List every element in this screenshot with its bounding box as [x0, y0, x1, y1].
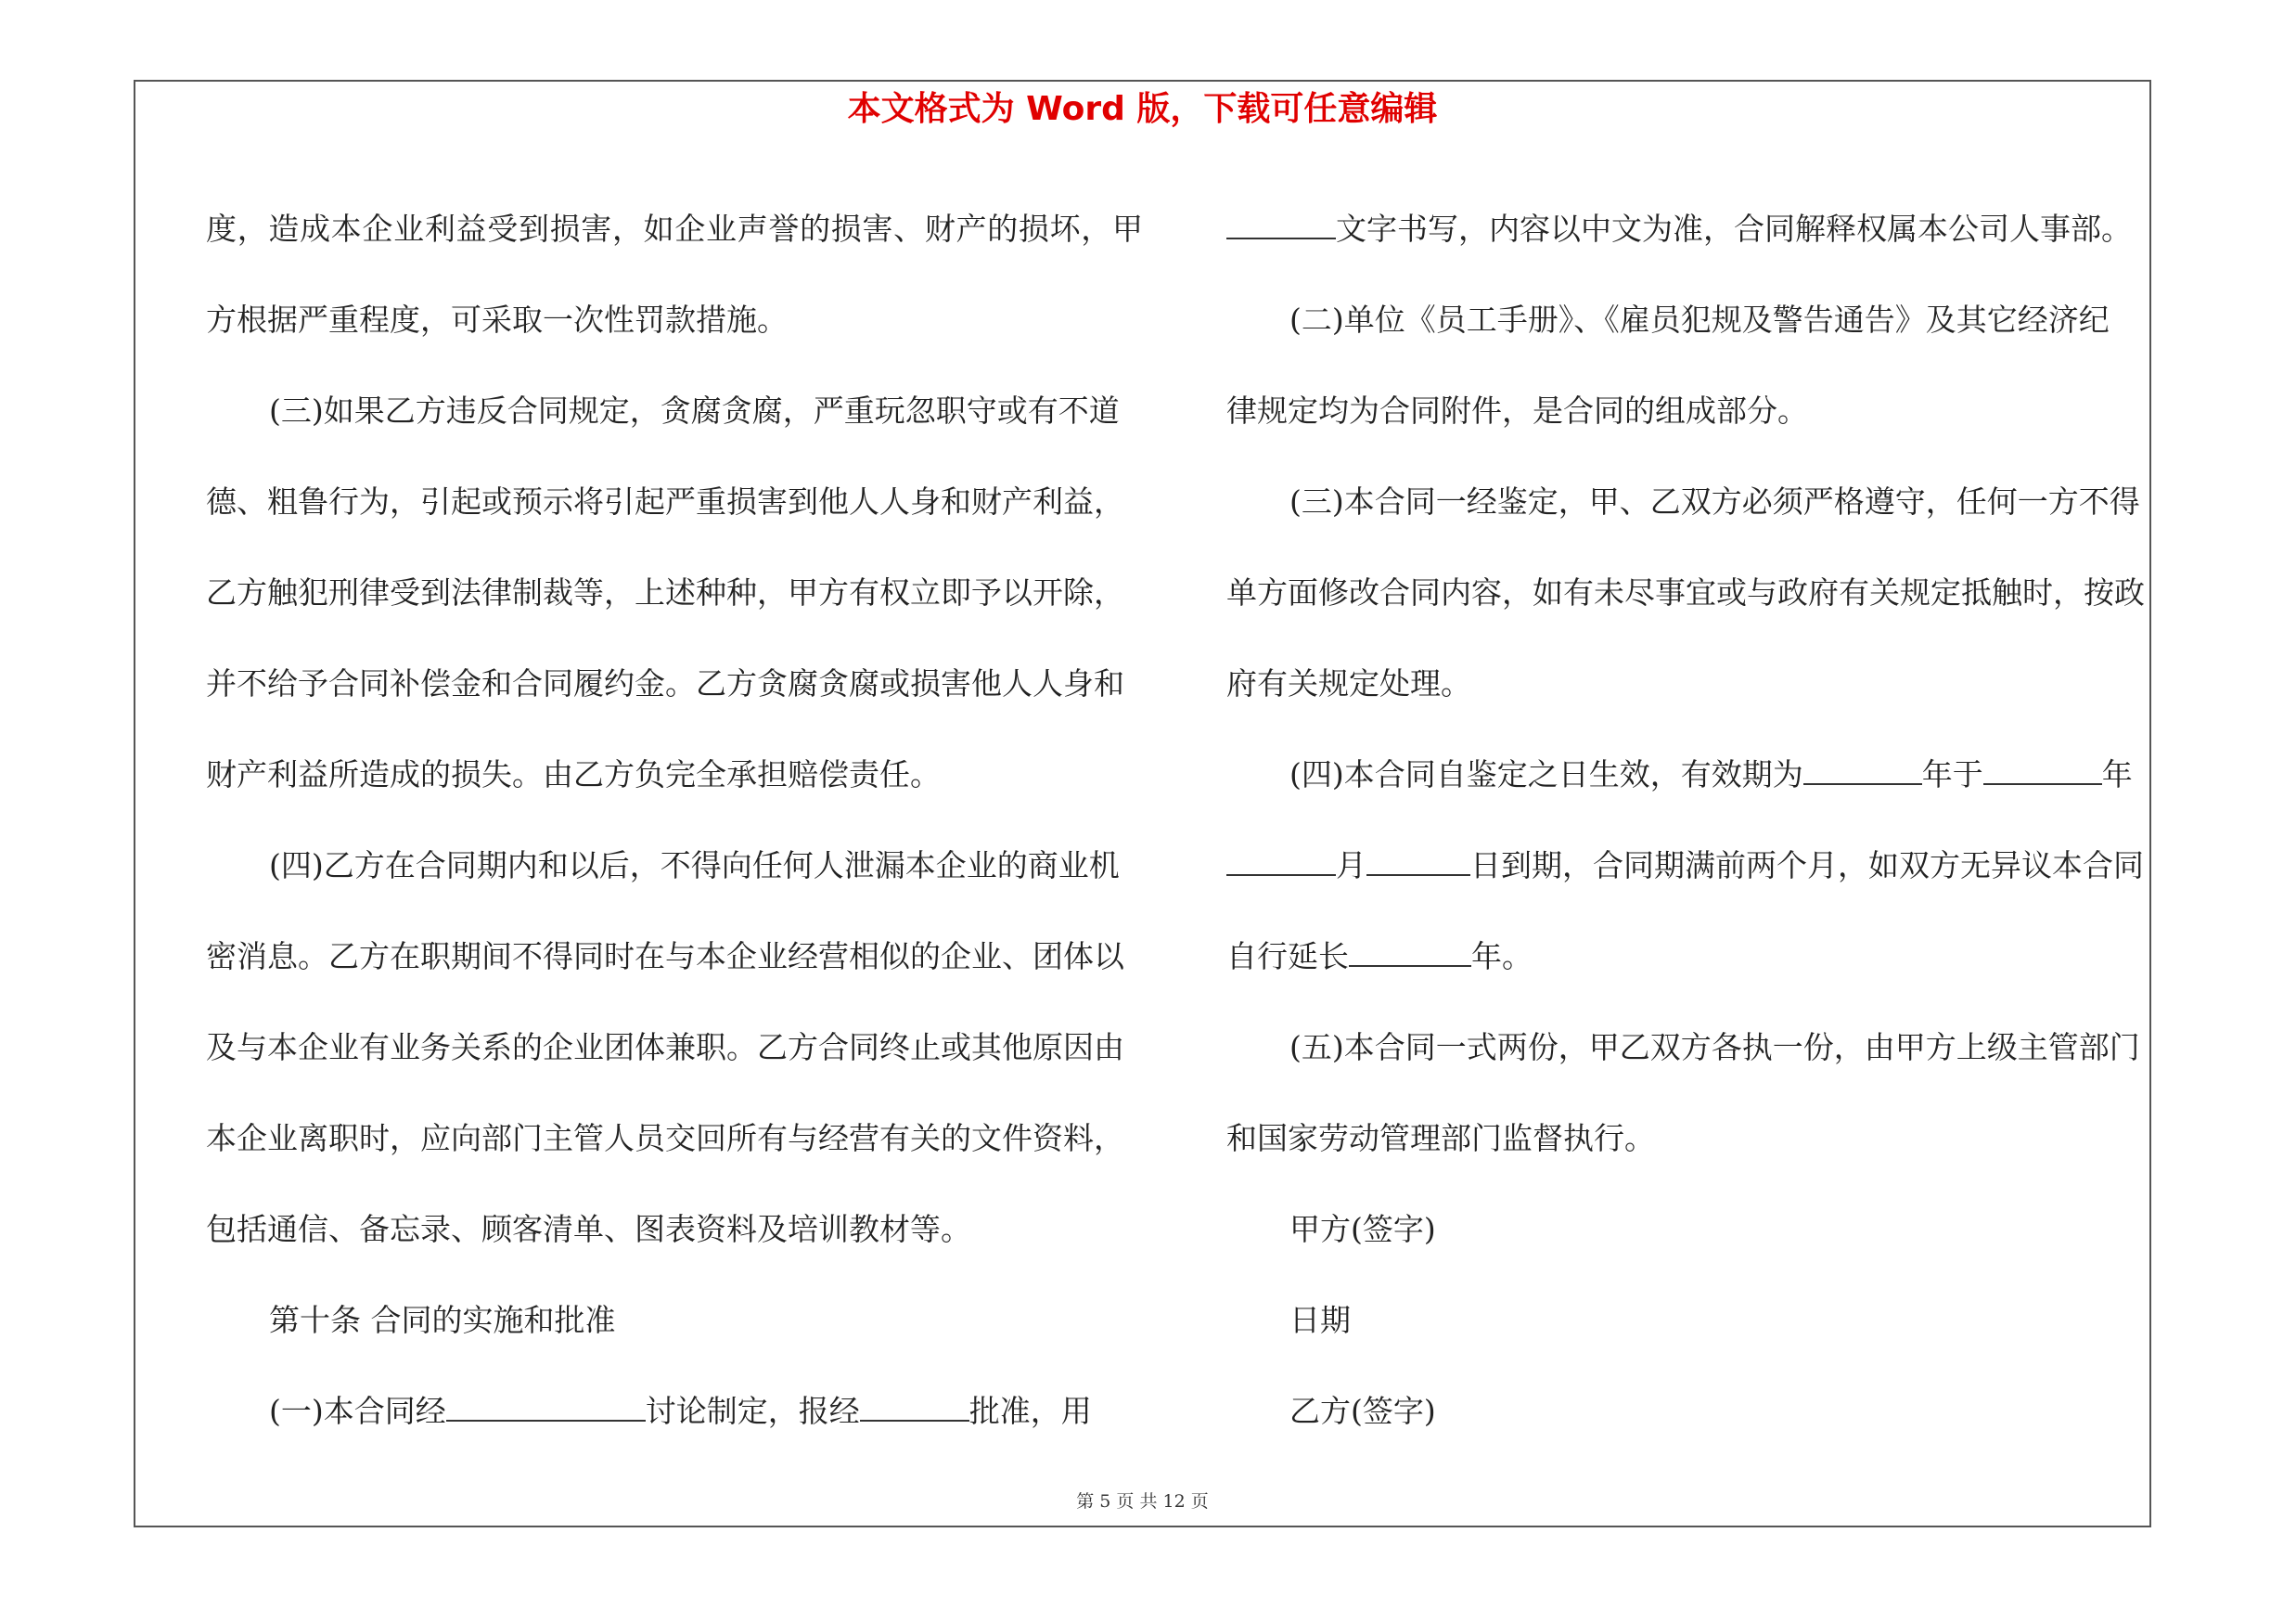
text-line: [1226, 911, 2145, 1002]
clause-5-start: (五)本合同一式两份，甲乙双方各执一份，由甲方上级主管部门: [1289, 1029, 2140, 1065]
fill-in-blank: [1226, 213, 1336, 239]
party-b-signature-label: 乙方(签字): [1289, 1393, 1436, 1429]
text-line: 律规定均为合同附件，是合同的组成部分。: [1226, 393, 1808, 429]
text-line: 乙方触犯刑律受到法律制裁等，上述种种，甲方有权立即予以开除，: [206, 574, 1124, 611]
text-line: [1226, 820, 2145, 911]
clause-1-line: [206, 1366, 1143, 1457]
clause-text: 文字书写，内容以中文为准，合同解释权属本公司人事部。: [1336, 211, 2132, 247]
clause-4-start: [1226, 729, 2145, 820]
clause-text: (一)本合同经: [269, 1393, 446, 1429]
text-line: [1226, 184, 2145, 275]
text-line: 及与本企业有业务关系的企业团体兼职。乙方合同终止或其他原因由: [206, 1029, 1124, 1065]
clause-3-start: (三)本合同一经鉴定，甲、乙双方必须严格遵守，任何一方不得: [1289, 483, 2140, 520]
text-line: 方根据严重程度，可采取一次性罚款措施。: [206, 302, 788, 338]
party-a-signature-label: 甲方(签字): [1289, 1211, 1436, 1247]
text-line: 本企业离职时，应向部门主管人员交回所有与经营有关的文件资料，: [206, 1120, 1124, 1156]
clause-text: 年: [2101, 756, 2133, 792]
fill-in-blank: [446, 1396, 646, 1422]
fill-in-blank: [1349, 941, 1471, 967]
paragraph-3-start: (三)如果乙方违反合同规定，贪腐贪腐，严重玩忽职守或有不道: [269, 393, 1120, 429]
clause-text: 讨论制定，报经: [645, 1393, 860, 1429]
clause-text: 自行延长: [1226, 938, 1349, 974]
text-line: 德、粗鲁行为，引起或预示将引起严重损害到他人人身和财产利益，: [206, 483, 1124, 520]
clause-2-start: (二)单位《员工手册》、《雇员犯规及警告通告》及其它经济纪: [1289, 302, 2110, 338]
clause-text: 年于: [1921, 756, 1983, 792]
paragraph-4-start: (四)乙方在合同期内和以后，不得向任何人泄漏本企业的商业机: [269, 847, 1120, 883]
page-number: 第 5 页 共 12 页: [1076, 1491, 1209, 1512]
fill-in-blank: [1226, 850, 1336, 876]
text-line: 府有关规定处理。: [1226, 665, 1471, 702]
text-line: 并不给予合同补偿金和合同履约金。乙方贪腐贪腐或损害他人人身和: [206, 665, 1124, 702]
text-line: 包括通信、备忘录、顾客清单、图表资料及培训教材等。: [206, 1211, 971, 1247]
left-column: [206, 184, 1143, 1457]
clause-text: 日到期，合同期满前两个月，如双方无异议本合同: [1470, 847, 2144, 883]
fill-in-blank: [1366, 850, 1470, 876]
clause-text: 月: [1336, 847, 1366, 883]
text-line: 单方面修改合同内容，如有未尽事宜或与政府有关规定抵触时，按政: [1226, 574, 2145, 611]
clause-text: (四)本合同自鉴定之日生效，有效期为: [1289, 756, 1803, 792]
text-line: 财产利益所造成的损失。由乙方负完全承担赔偿责任。: [206, 756, 941, 792]
document-banner: 本文格式为 Word 版，下载可任意编辑: [847, 90, 1438, 128]
fill-in-blank: [860, 1396, 969, 1422]
text-line: 和国家劳动管理部门监督执行。: [1226, 1120, 1655, 1156]
article-10-heading: 第十条 合同的实施和批准: [269, 1302, 616, 1338]
clause-text: 年。: [1471, 938, 1533, 974]
right-column: [1226, 184, 2145, 1457]
clause-text: 批准，用: [968, 1393, 1092, 1429]
fill-in-blank: [1803, 759, 1922, 785]
date-label: 日期: [1289, 1302, 1351, 1338]
text-line: 度，造成本企业利益受到损害，如企业声誉的损害、财产的损坏，甲: [206, 211, 1143, 247]
text-line: 密消息。乙方在职期间不得同时在与本企业经营相似的企业、团体以: [206, 938, 1124, 974]
fill-in-blank: [1983, 759, 2102, 785]
